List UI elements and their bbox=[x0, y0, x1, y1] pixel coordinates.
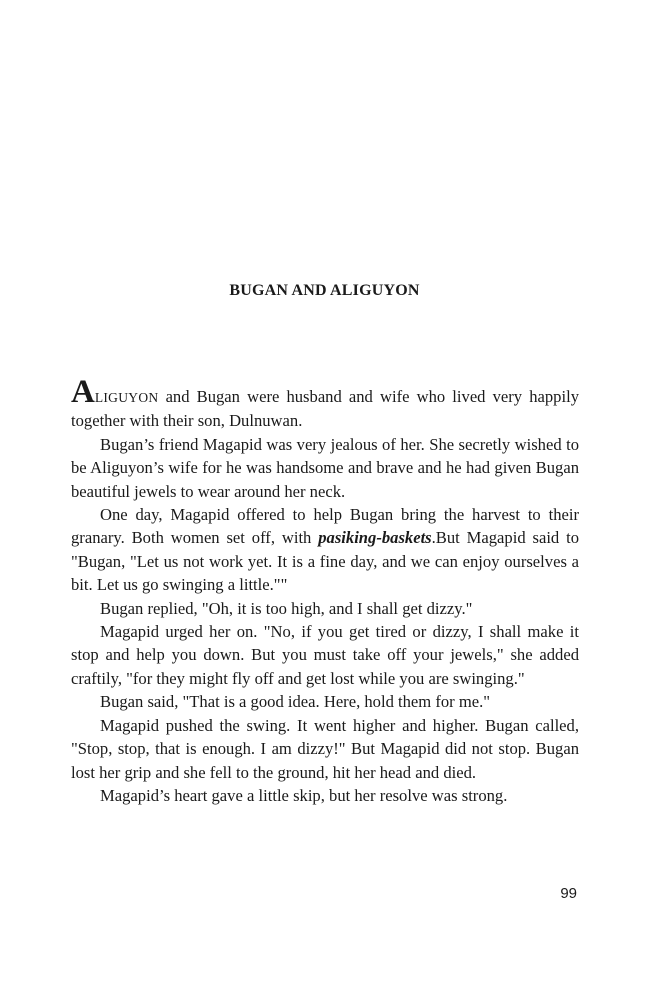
page-number: 99 bbox=[560, 885, 577, 902]
paragraph-5: Magapid urged her on. "No, if you get tired or dizzy, I shall make it stop and help you down. But you must take off your jewels," she added craftily, "for they might fly off and get lost while you are swinging." bbox=[71, 622, 579, 688]
story-text bbox=[71, 374, 579, 807]
paragraph-1-text: and Bugan were husband and wife who lived very happily together with their son, Dulnuwan. bbox=[71, 387, 579, 431]
paragraph-7: Magapid pushed the swing. It went higher and higher. Bugan called, "Stop, stop, that is enough. I am dizzy!" But Magapid did not stop. Bugan lost her grip and she fell to the ground, hit her head and died. bbox=[71, 715, 579, 782]
paragraph-4: Bugan replied, "Oh, it is too high, and I shall get dizzy." bbox=[100, 598, 473, 618]
paragraph-3-text-a: One day, Magapid offered to help Bugan bring the harvest to their granary. Both women set off, with bbox=[71, 505, 579, 548]
paragraph-1 bbox=[71, 374, 579, 433]
italic-term: pasiking-baskets bbox=[318, 528, 432, 548]
paragraph-3-text-b: .But Magapid said to "Bugan, "Let us not work yet. It is a fine day, and we can enjoy ourselves a bit. Let us go swinging a little."" bbox=[71, 528, 579, 595]
paragraph-8: Magapid’s heart gave a little skip, but her resolve was strong. bbox=[100, 785, 508, 805]
paragraph-6: Bugan said, "That is a good idea. Here, hold them for me." bbox=[100, 692, 491, 712]
chapter-title: BUGAN AND ALIGUYON bbox=[229, 282, 420, 299]
drop-cap: A bbox=[71, 374, 95, 410]
paragraph-3 bbox=[71, 503, 579, 597]
paragraph-2: Bugan’s friend Magapid was very jealous of her. She secretly wished to be Aliguyon’s wife for he was handsome and brave and he had given Bugan beautiful jewels to wear around her neck. bbox=[71, 434, 579, 501]
small-caps-lead: LIGUYON bbox=[94, 390, 159, 405]
